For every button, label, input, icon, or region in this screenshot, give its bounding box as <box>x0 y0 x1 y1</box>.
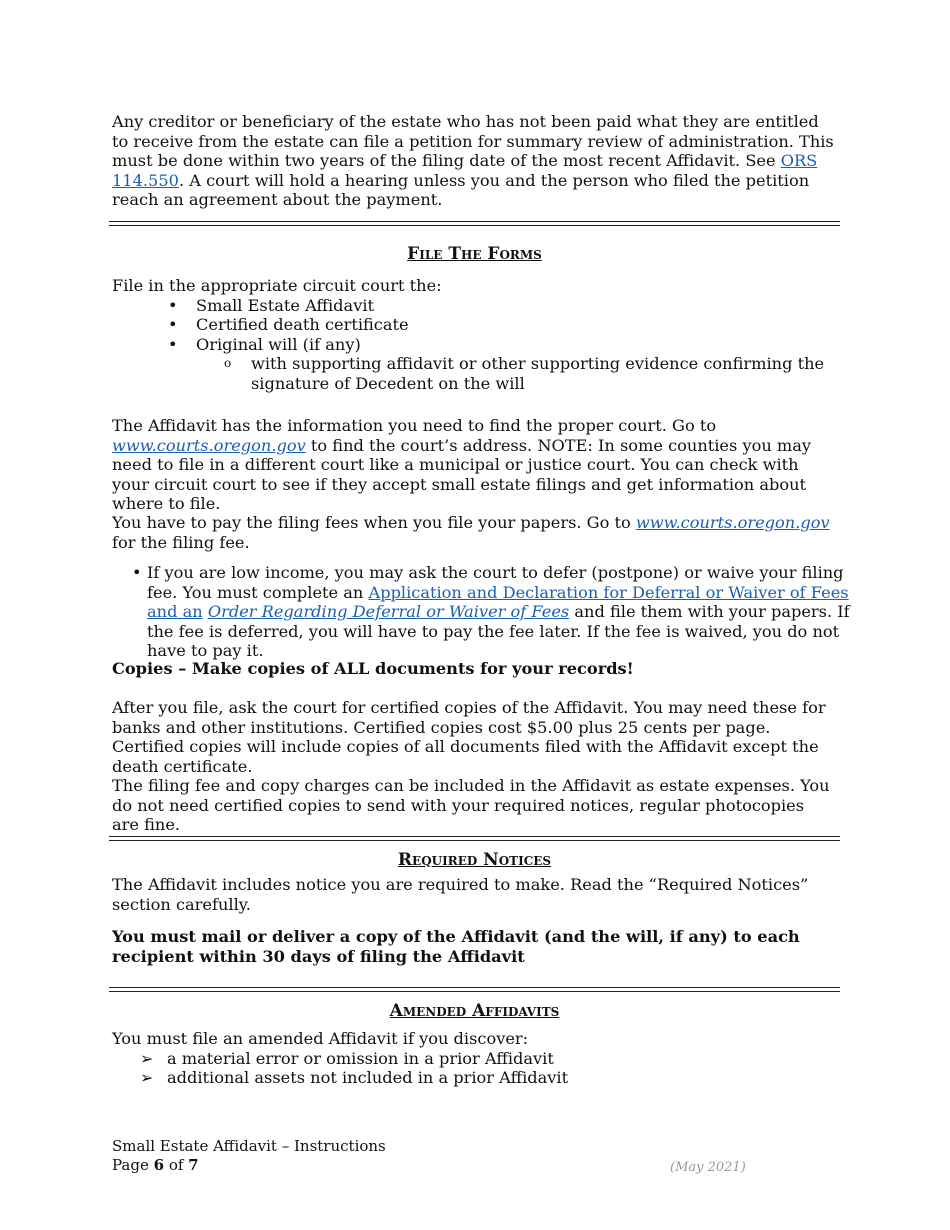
copies-paragraph-2: The filing fee and copy charges can be included in the Affidavit as estate expenses. You do not need certified copies to send with your required notices, regular photocopies are fine. <box>112 776 830 835</box>
bullet-icon: • <box>132 563 142 582</box>
file-forms-lead: File in the appropriate circuit court the: <box>112 276 442 295</box>
section-divider <box>109 221 840 226</box>
arrow-bullet-icon: ➢ <box>140 1048 154 1068</box>
bullet-icon: • <box>168 295 178 315</box>
file-forms-list <box>112 296 834 355</box>
file-forms-heading: File The Forms <box>407 244 542 264</box>
list-item: • Original will (if any) <box>168 334 361 354</box>
copies-paragraph-1: After you file, ask the court for certified copies of the Affidavit. You may need these for banks and other institutions. Certified copies cost $5.00 plus 25 cents per page. Certified copies will include copies of all documents filed with the Affidavit except the death certificate. <box>112 698 826 776</box>
list-item: • Small Estate Affidavit <box>168 295 375 315</box>
intro-text-end: . A court will hold a hearing unless you and the person who filed the petition reach an agreement about the payment. <box>112 170 810 210</box>
section-divider <box>109 987 840 992</box>
circle-bullet-icon: o <box>224 356 232 371</box>
bullet-icon: • <box>168 334 178 354</box>
revision-date: (May 2021) <box>670 1160 746 1175</box>
ors-link[interactable]: ORS 114.550 <box>112 151 818 190</box>
bullet-icon: • <box>168 315 178 335</box>
low-income-item: • If you are low income, you may ask the court to defer (postpone) or waive your filing fee. You must complete an Application and Declaration for Deferral or Waiver of Fees and an Order Regarding Deferral or Waiver of Fees and file them with your papers. If the fee is deferred, you will have to pay the fee later. If the fee is waived, you do not have to pay it. <box>132 563 850 661</box>
copies-heading: Copies – Make copies of ALL documents for your records! <box>112 659 634 678</box>
intro-paragraph <box>112 112 834 210</box>
courts-link[interactable]: www.courts.oregon.gov <box>112 435 306 455</box>
amended-heading: Amended Affidavits <box>389 1001 560 1021</box>
amended-list <box>112 1049 834 1088</box>
fee-waiver-order-link[interactable]: Order Regarding Deferral or Waiver of Fees <box>207 602 570 622</box>
list-item: ➢ a material error or omission in a prior Affidavit <box>140 1048 554 1068</box>
list-item: ➢ additional assets not included in a prior Affidavit <box>140 1068 569 1088</box>
amended-lead: You must file an amended Affidavit if you discover: <box>112 1029 529 1048</box>
page-number: Page 6 of 7 <box>112 1156 199 1174</box>
list-item: • Certified death certificate <box>168 315 409 335</box>
footer-title: Small Estate Affidavit – Instructions <box>112 1137 386 1155</box>
sub-list-item: o with supporting affidavit or other supporting evidence confirming the signature of Decedent on the will <box>224 354 825 393</box>
arrow-bullet-icon: ➢ <box>140 1068 154 1088</box>
intro-text: Any creditor or beneficiary of the estate who has not been paid what they are entitled to receive from the estate can file a petition for summary review of administration. This must be done within two years of the filing date of the most recent Affidavit. See <box>112 112 834 171</box>
file-forms-list-block <box>112 276 834 394</box>
page-footer <box>112 1137 386 1175</box>
required-notices-bold: You must mail or deliver a copy of the Affidavit (and the will, if any) to each recipient within 30 days of filing the Affidavit <box>112 927 800 966</box>
amended-block <box>112 1029 834 1088</box>
courts-fee-link[interactable]: www.courts.oregon.gov <box>635 513 830 532</box>
required-notices-paragraph: The Affidavit includes notice you are required to make. Read the “Required Notices” section carefully. <box>112 875 809 914</box>
court-paragraph: The Affidavit has the information you need to find the proper court. Go to www.courts.oregon.gov to find the court’s address. NOTE: In some counties you may need to file in a different court like a municipal or justice court. You can check with your circuit court to see if they accept small estate filings and get information about where to file. <box>112 416 812 514</box>
required-notices-heading: Required Notices <box>397 850 552 870</box>
fee-paragraph: You have to pay the filing fees when you file your papers. Go to www.courts.oregon.gov for the filing fee. <box>112 513 830 552</box>
section-divider <box>109 836 840 841</box>
fee-waiver-application-link[interactable]: Application and Declaration for Deferral or Waiver of Fees and an <box>147 582 849 622</box>
